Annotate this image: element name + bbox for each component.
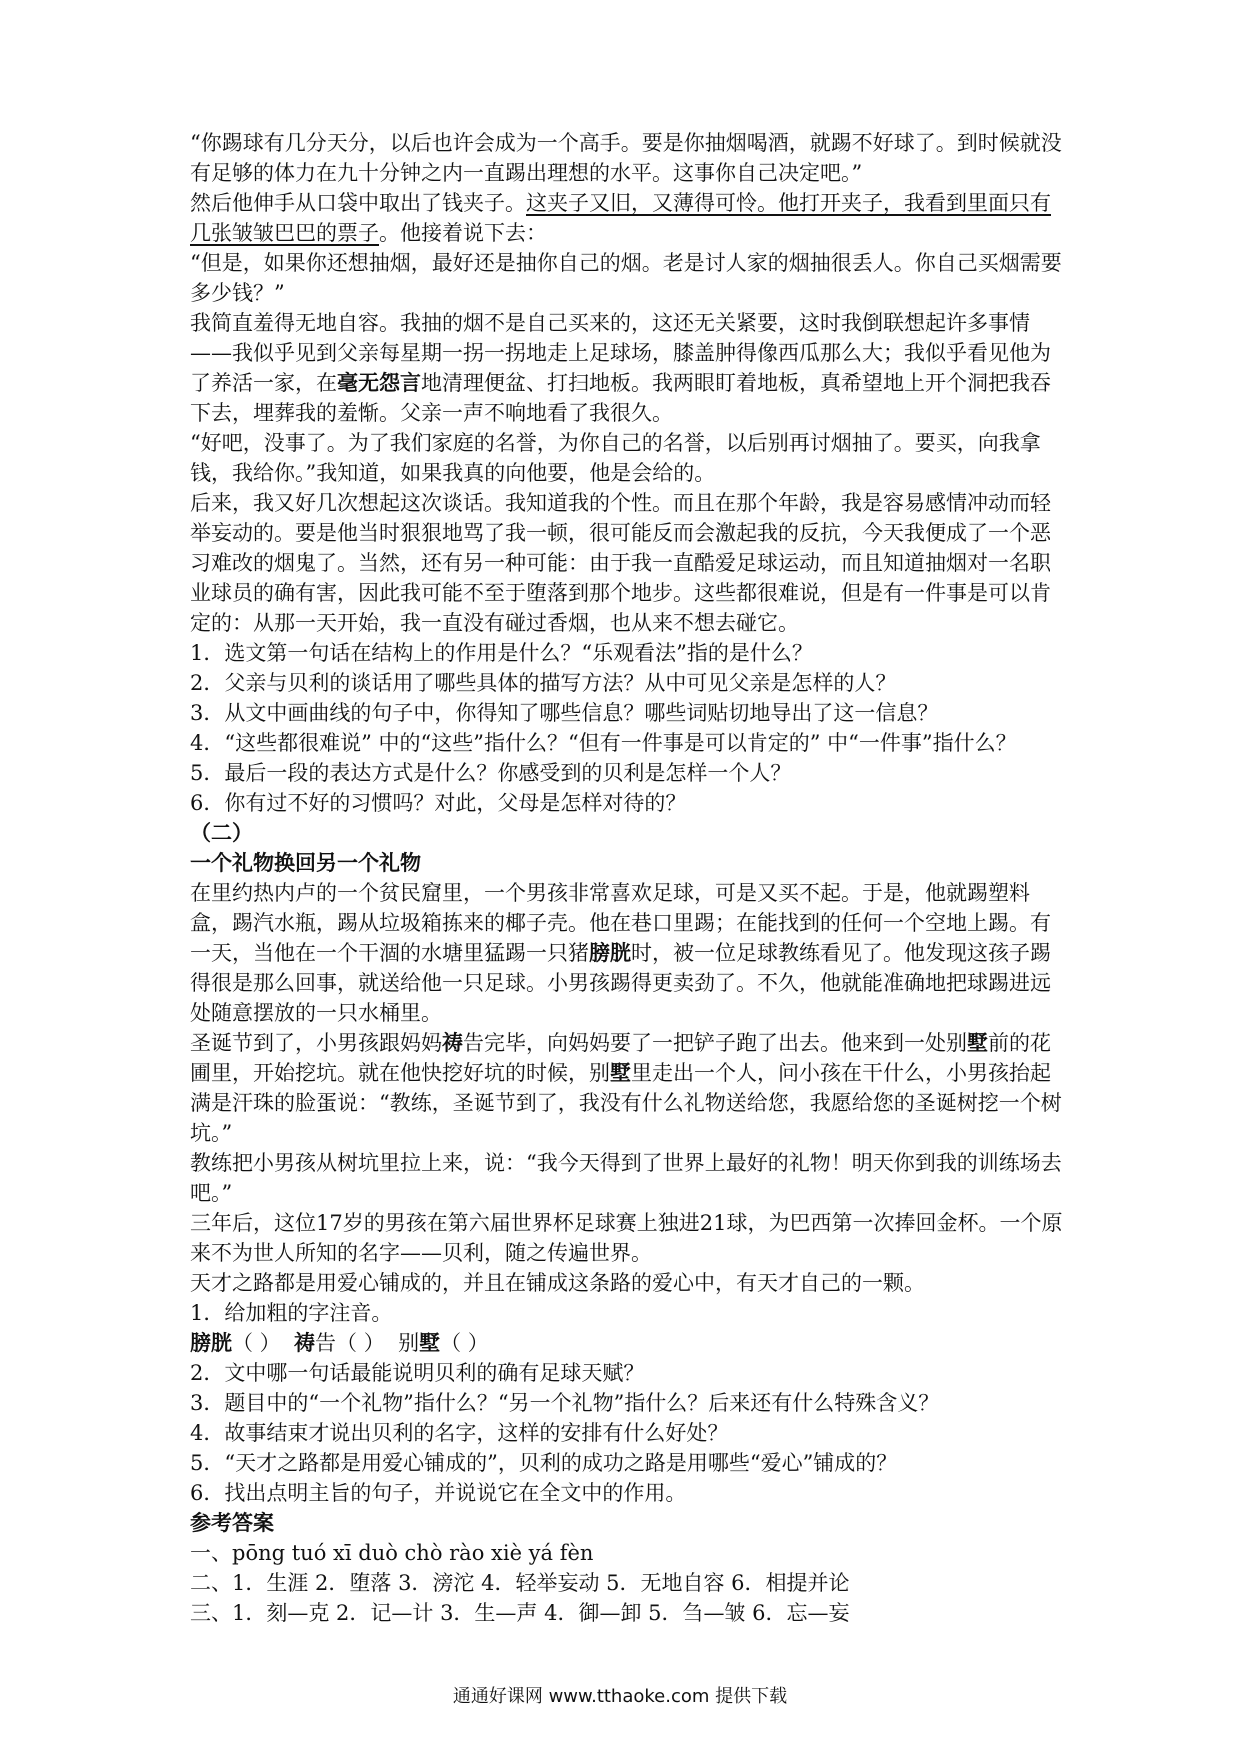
- passage2-question-1: 1．给加粗的字注音。: [190, 1301, 393, 1325]
- paragraph-text: 。他接着说下去：: [379, 221, 547, 245]
- underlined-sentence: 这夹子又旧，又薄得可怜。他打开夹子，我看到里面只有几张皱皱巴巴的票子: [190, 191, 1051, 245]
- paragraph-text: 圣诞节到了，小男孩跟妈妈: [190, 1031, 442, 1055]
- passage1-question: 6．你有过不好的习惯吗？对此，父母是怎样对待的？: [190, 791, 687, 815]
- answer-line: 一、pōng tuó xī duò chò rào xiè yá fèn: [190, 1541, 594, 1565]
- passage2-question: 3．题目中的“一个礼物”指什么？“另一个礼物”指什么？后来还有什么特殊含义？: [190, 1391, 940, 1415]
- paragraph-text: 告完毕，向妈妈要了一把铲子跑了出去。他来到一处别: [463, 1031, 967, 1055]
- blank-text: （ ）: [440, 1331, 489, 1355]
- bold-word: 祷: [294, 1330, 316, 1355]
- passage2-question: 2．文中哪一句话最能说明贝利的确有足球天赋？: [190, 1361, 645, 1385]
- bold-word: 墅: [610, 1060, 631, 1085]
- paragraph-text: 地清理便盆、打扫地板。我两眼盯着地板，真希望地上开个洞把我吞下去，埋葬我的羞惭。父亲一声不响地看了我很久。: [190, 371, 1051, 425]
- passage1-question: 5．最后一段的表达方式是什么？你感受到的贝利是怎样一个人？: [190, 761, 792, 785]
- paragraph-text: 我简直羞得无地自容。我抽的烟不是自己买来的，这还无关紧要，这时我倒联想起许多事情——我似乎见到父亲每星期一拐一拐地走上足球场，膝盖肿得像西瓜那么大；我似乎看见他为了养活一家，在: [190, 311, 1051, 395]
- passage2-paragraph-4: 三年后，这位17岁的男孩在第六届世界杯足球赛上独进21球，为巴西第一次捧回金杯。一个原来不为世人所知的名字——贝利，随之传遍世界。: [190, 1211, 1063, 1265]
- passage1-paragraph-3: “但是，如果你还想抽烟，最好还是抽你自己的烟。老是讨人家的烟抽很丢人。你自己买烟需要多少钱？”: [190, 251, 1062, 305]
- passage2-paragraph-3: 教练把小男孩从树坑里拉上来，说：“我今天得到了世界上最好的礼物！明天你到我的训练场去吧。”: [190, 1151, 1062, 1205]
- passage2-question: 6．找出点明主旨的句子，并说说它在全文中的作用。: [190, 1481, 687, 1505]
- section-label: （二）: [190, 821, 253, 845]
- passage1-paragraph-5: “好吧，没事了。为了我们家庭的名誉，为你自己的名誉，以后别再讨烟抽了。要买，向我拿钱，我给你。”我知道，如果我真的向他要，他是会给的。: [190, 431, 1041, 485]
- passage2-question: 4．故事结束才说出贝利的名字，这样的安排有什么好处？: [190, 1421, 729, 1445]
- paragraph-text: 在里约热内卢的一个贫民窟里，一个男孩非常喜欢足球，可是又买不起。于是，他就踢塑料盒，踢汽水瓶，踢从垃圾箱拣来的椰子壳。他在巷口里踢；在能找到的任何一个空地上踢。有一天，当他在一个干涸的水塘里猛踢一只猪: [190, 881, 1051, 965]
- answer-line: 三、1．刻—克 2．记—计 3．生—声 4．御—卸 5．刍—皱 6．忘—妄: [190, 1601, 850, 1625]
- pinyin-blanks: [190, 1328, 1070, 1358]
- bold-word: 祷: [442, 1030, 463, 1055]
- blank-text: （ ）: [232, 1331, 281, 1355]
- paragraph-text: 时，被一位足球教练看见了。他发现这孩子踢得很是那么回事，就送给他一只足球。小男孩踢得更卖劲了。不久，他就能准确地把球踢进远处随意摆放的一只水桶里。: [190, 941, 1051, 1025]
- bold-word: 墅: [419, 1330, 441, 1355]
- passage2-paragraph-2: [190, 1028, 1070, 1148]
- passage1-question: 3．从文中画曲线的句子中，你得知了哪些信息？哪些词贴切地导出了这一信息？: [190, 701, 939, 725]
- blank-text: 告（ ）: [315, 1331, 385, 1355]
- answer-line: 二、1．生涯 2．堕落 3．滂沱 4．轻举妄动 5．无地自容 6．相提并论: [190, 1571, 850, 1595]
- passage1-question: 1．选文第一句话在结构上的作用是什么？“乐观看法”指的是什么？: [190, 641, 813, 665]
- bold-word: 墅: [967, 1030, 988, 1055]
- passage2-question: 5．“天才之路都是用爱心铺成的”，贝利的成功之路是用哪些“爱心”铺成的？: [190, 1451, 898, 1475]
- document-body: [190, 128, 1070, 1628]
- passage1-paragraph-4: [190, 308, 1070, 428]
- passage1-question: 2．父亲与贝利的谈话用了哪些具体的描写方法？从中可见父亲是怎样的人？: [190, 671, 897, 695]
- paragraph-text: 里走出一个人，问小孩在干什么，小男孩抬起满是汗珠的脸蛋说：“教练，圣诞节到了，我没有什么礼物送给您，我愿给您的圣诞树挖一个树坑。”: [190, 1061, 1062, 1145]
- answers-title: 参考答案: [190, 1511, 274, 1535]
- bold-phrase: 毫无怨言: [337, 370, 421, 395]
- bold-word: 膀胱: [190, 1330, 232, 1355]
- passage1-paragraph-1: “你踢球有几分天分，以后也许会成为一个高手。要是你抽烟喝酒，就踢不好球了。到时候就没有足够的体力在九十分钟之内一直踢出理想的水平。这事你自己决定吧。”: [190, 131, 1062, 185]
- passage2-title: 一个礼物换回另一个礼物: [190, 851, 421, 875]
- bold-word: 膀胱: [589, 940, 631, 965]
- page-footer: 通通好课网 www.tthaoke.com 提供下载: [452, 1686, 788, 1707]
- blank-text: 别: [398, 1331, 420, 1355]
- passage1-question: 4．“这些都很难说” 中的“这些”指什么？“但有一件事是可以肯定的” 中“一件事”指什么？: [190, 731, 1017, 755]
- paragraph-text: 然后他伸手从口袋中取出了钱夹子。: [190, 191, 526, 215]
- passage2-paragraph-1: [190, 878, 1070, 1028]
- passage1-paragraph-2: [190, 188, 1070, 248]
- passage2-paragraph-5: 天才之路都是用爱心铺成的，并且在铺成这条路的爱心中，有天才自己的一颗。: [190, 1271, 925, 1295]
- passage1-paragraph-6: 后来，我又好几次想起这次谈话。我知道我的个性。而且在那个年龄，我是容易感情冲动而轻举妄动的。要是他当时狠狠地骂了我一顿，很可能反而会激起我的反抗，今天我便成了一个恶习难改的烟鬼了。当然，还有另一种可能：由于我一直酷爱足球运动，而且知道抽烟对一名职业球员的确有害，因此我可能不至于堕落到那个地步。这些都很难说，但是有一件事是可以肯定的：从那一天开始，我一直没有碰过香烟，也从来不想去碰它。: [190, 491, 1051, 635]
- paragraph-text: 前的花圃里，开始挖坑。就在他快挖好坑的时候，别: [190, 1031, 1051, 1085]
